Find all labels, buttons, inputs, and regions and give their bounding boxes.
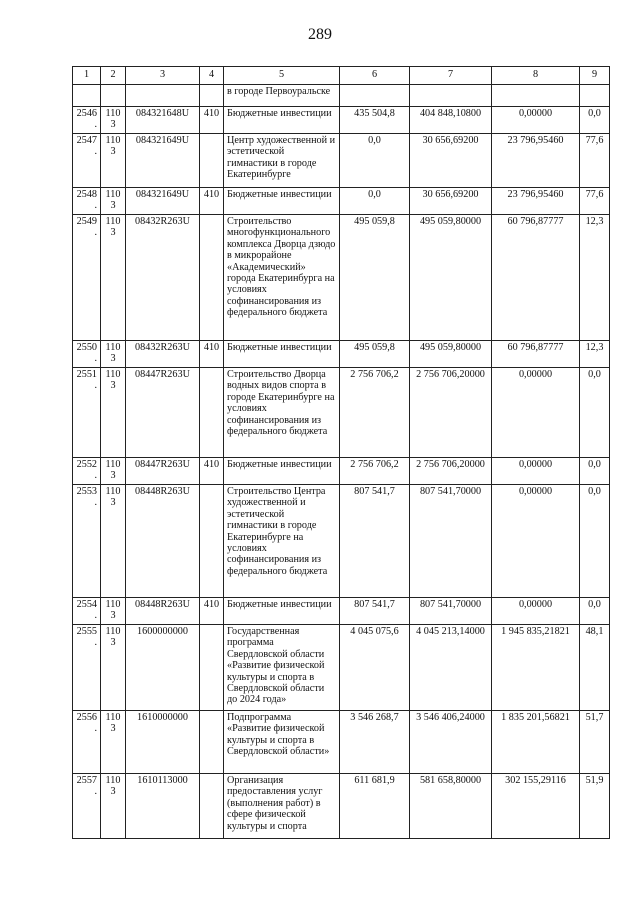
value-col6: 495 059,8 — [340, 341, 410, 368]
table-row — [73, 774, 610, 839]
percent-col9: 48,1 — [580, 625, 610, 711]
section-code: 1103 — [101, 368, 126, 458]
value-col6: 495 059,8 — [340, 215, 410, 341]
value-col7: 581 658,80000 — [410, 774, 492, 839]
item-name: Бюджетные инвестиции — [224, 458, 340, 485]
value-col8: 0,00000 — [492, 485, 580, 598]
target-code: 084321648U — [126, 107, 200, 134]
percent-col9 — [580, 85, 610, 107]
item-name: Бюджетные инвестиции — [224, 107, 340, 134]
value-col8: 23 796,95460 — [492, 134, 580, 188]
item-name: Строительство многофункционального комплекса Дворца дзюдо в микрорайоне «Академический» города Екатеринбурга на условиях софинансирования из федерального бюджета — [224, 215, 340, 341]
value-col6: 807 541,7 — [340, 485, 410, 598]
percent-col9: 51,7 — [580, 711, 610, 774]
value-col6: 4 045 075,6 — [340, 625, 410, 711]
value-col7: 2 756 706,20000 — [410, 368, 492, 458]
item-name: Строительство Центра художественной и эстетической гимнастики в городе Екатеринбурге на условиях софинансирования из федерального бюджета — [224, 485, 340, 598]
row-index: 2548. — [73, 188, 101, 215]
row-index: 2554. — [73, 598, 101, 625]
percent-col9: 77,6 — [580, 134, 610, 188]
value-col6: 3 546 268,7 — [340, 711, 410, 774]
section-code: 1103 — [101, 598, 126, 625]
target-code: 08448R263U — [126, 598, 200, 625]
value-col7: 495 059,80000 — [410, 215, 492, 341]
table-row — [73, 368, 610, 458]
value-col8: 60 796,87777 — [492, 215, 580, 341]
percent-col9: 0,0 — [580, 598, 610, 625]
table-row — [73, 625, 610, 711]
expense-type — [200, 368, 224, 458]
expense-type — [200, 485, 224, 598]
expense-type: 410 — [200, 598, 224, 625]
row-index: 2546. — [73, 107, 101, 134]
percent-col9: 12,3 — [580, 215, 610, 341]
table-row — [73, 85, 610, 107]
column-header: 2 — [101, 67, 126, 85]
section-code: 1103 — [101, 485, 126, 598]
table-row — [73, 134, 610, 188]
percent-col9: 12,3 — [580, 341, 610, 368]
column-header: 4 — [200, 67, 224, 85]
target-code: 08447R263U — [126, 458, 200, 485]
row-index: 2550. — [73, 341, 101, 368]
item-name: Бюджетные инвестиции — [224, 598, 340, 625]
item-name: Центр художественной и эстетической гимнастики в городе Екатеринбурге — [224, 134, 340, 188]
table-row — [73, 485, 610, 598]
section-code: 1103 — [101, 341, 126, 368]
value-col8: 1 835 201,56821 — [492, 711, 580, 774]
column-header: 1 — [73, 67, 101, 85]
percent-col9: 0,0 — [580, 107, 610, 134]
row-index: 2557. — [73, 774, 101, 839]
row-index: 2551. — [73, 368, 101, 458]
target-code: 08447R263U — [126, 368, 200, 458]
expense-type: 410 — [200, 107, 224, 134]
table-row — [73, 188, 610, 215]
percent-col9: 51,9 — [580, 774, 610, 839]
table-row — [73, 215, 610, 341]
item-name: Бюджетные инвестиции — [224, 188, 340, 215]
expense-type — [200, 215, 224, 341]
table-header-row — [73, 67, 610, 85]
target-code — [126, 85, 200, 107]
value-col6: 435 504,8 — [340, 107, 410, 134]
value-col7: 807 541,70000 — [410, 598, 492, 625]
value-col8: 1 945 835,21821 — [492, 625, 580, 711]
table-body — [73, 85, 610, 839]
expense-type — [200, 774, 224, 839]
column-header: 8 — [492, 67, 580, 85]
column-header: 6 — [340, 67, 410, 85]
section-code: 1103 — [101, 774, 126, 839]
section-code: 1103 — [101, 625, 126, 711]
value-col8: 302 155,29116 — [492, 774, 580, 839]
target-code: 08432R263U — [126, 341, 200, 368]
column-header: 5 — [224, 67, 340, 85]
item-name: Строительство Дворца водных видов спорта в городе Екатеринбурге на условиях софинансирования из федерального бюджета — [224, 368, 340, 458]
target-code: 1600000000 — [126, 625, 200, 711]
expense-type — [200, 711, 224, 774]
section-code: 1103 — [101, 215, 126, 341]
column-header: 7 — [410, 67, 492, 85]
value-col8: 60 796,87777 — [492, 341, 580, 368]
value-col6: 0,0 — [340, 134, 410, 188]
value-col7: 4 045 213,14000 — [410, 625, 492, 711]
budget-table — [72, 66, 610, 839]
page-number: 289 — [308, 26, 332, 43]
value-col8: 0,00000 — [492, 598, 580, 625]
expense-type — [200, 85, 224, 107]
value-col7: 807 541,70000 — [410, 485, 492, 598]
column-header: 9 — [580, 67, 610, 85]
expense-type: 410 — [200, 188, 224, 215]
table-row — [73, 107, 610, 134]
item-name: Подпрограмма «Развитие физической культуры и спорта в Свердловской области» — [224, 711, 340, 774]
value-col6 — [340, 85, 410, 107]
value-col7: 495 059,80000 — [410, 341, 492, 368]
percent-col9: 0,0 — [580, 368, 610, 458]
percent-col9: 77,6 — [580, 188, 610, 215]
item-name: в городе Первоуральске — [224, 85, 340, 107]
section-code: 1103 — [101, 188, 126, 215]
section-code — [101, 85, 126, 107]
item-name: Государственная программа Свердловской области «Развитие физической культуры и спорта в Свердловской области до 2024 года» — [224, 625, 340, 711]
row-index: 2549. — [73, 215, 101, 341]
value-col7: 2 756 706,20000 — [410, 458, 492, 485]
expense-type — [200, 625, 224, 711]
row-index: 2547. — [73, 134, 101, 188]
value-col8: 23 796,95460 — [492, 188, 580, 215]
expense-type: 410 — [200, 458, 224, 485]
column-header: 3 — [126, 67, 200, 85]
percent-col9: 0,0 — [580, 458, 610, 485]
value-col6: 2 756 706,2 — [340, 368, 410, 458]
target-code: 08432R263U — [126, 215, 200, 341]
value-col6: 0,0 — [340, 188, 410, 215]
target-code: 084321649U — [126, 134, 200, 188]
value-col7: 404 848,10800 — [410, 107, 492, 134]
section-code: 1103 — [101, 107, 126, 134]
row-index — [73, 85, 101, 107]
value-col6: 807 541,7 — [340, 598, 410, 625]
value-col6: 611 681,9 — [340, 774, 410, 839]
table-row — [73, 458, 610, 485]
table-row — [73, 341, 610, 368]
table-row — [73, 711, 610, 774]
value-col8: 0,00000 — [492, 368, 580, 458]
section-code: 1103 — [101, 134, 126, 188]
value-col8 — [492, 85, 580, 107]
table-row — [73, 598, 610, 625]
percent-col9: 0,0 — [580, 485, 610, 598]
item-name: Организация предоставления услуг (выполнения работ) в сфере физической культуры и спорта — [224, 774, 340, 839]
value-col6: 2 756 706,2 — [340, 458, 410, 485]
target-code: 1610000000 — [126, 711, 200, 774]
target-code: 1610113000 — [126, 774, 200, 839]
expense-type: 410 — [200, 341, 224, 368]
section-code: 1103 — [101, 458, 126, 485]
item-name: Бюджетные инвестиции — [224, 341, 340, 368]
value-col7 — [410, 85, 492, 107]
row-index: 2555. — [73, 625, 101, 711]
target-code: 084321649U — [126, 188, 200, 215]
value-col8: 0,00000 — [492, 458, 580, 485]
value-col7: 30 656,69200 — [410, 188, 492, 215]
row-index: 2556. — [73, 711, 101, 774]
value-col8: 0,00000 — [492, 107, 580, 134]
target-code: 08448R263U — [126, 485, 200, 598]
section-code: 1103 — [101, 711, 126, 774]
value-col7: 3 546 406,24000 — [410, 711, 492, 774]
row-index: 2553. — [73, 485, 101, 598]
row-index: 2552. — [73, 458, 101, 485]
expense-type — [200, 134, 224, 188]
value-col7: 30 656,69200 — [410, 134, 492, 188]
